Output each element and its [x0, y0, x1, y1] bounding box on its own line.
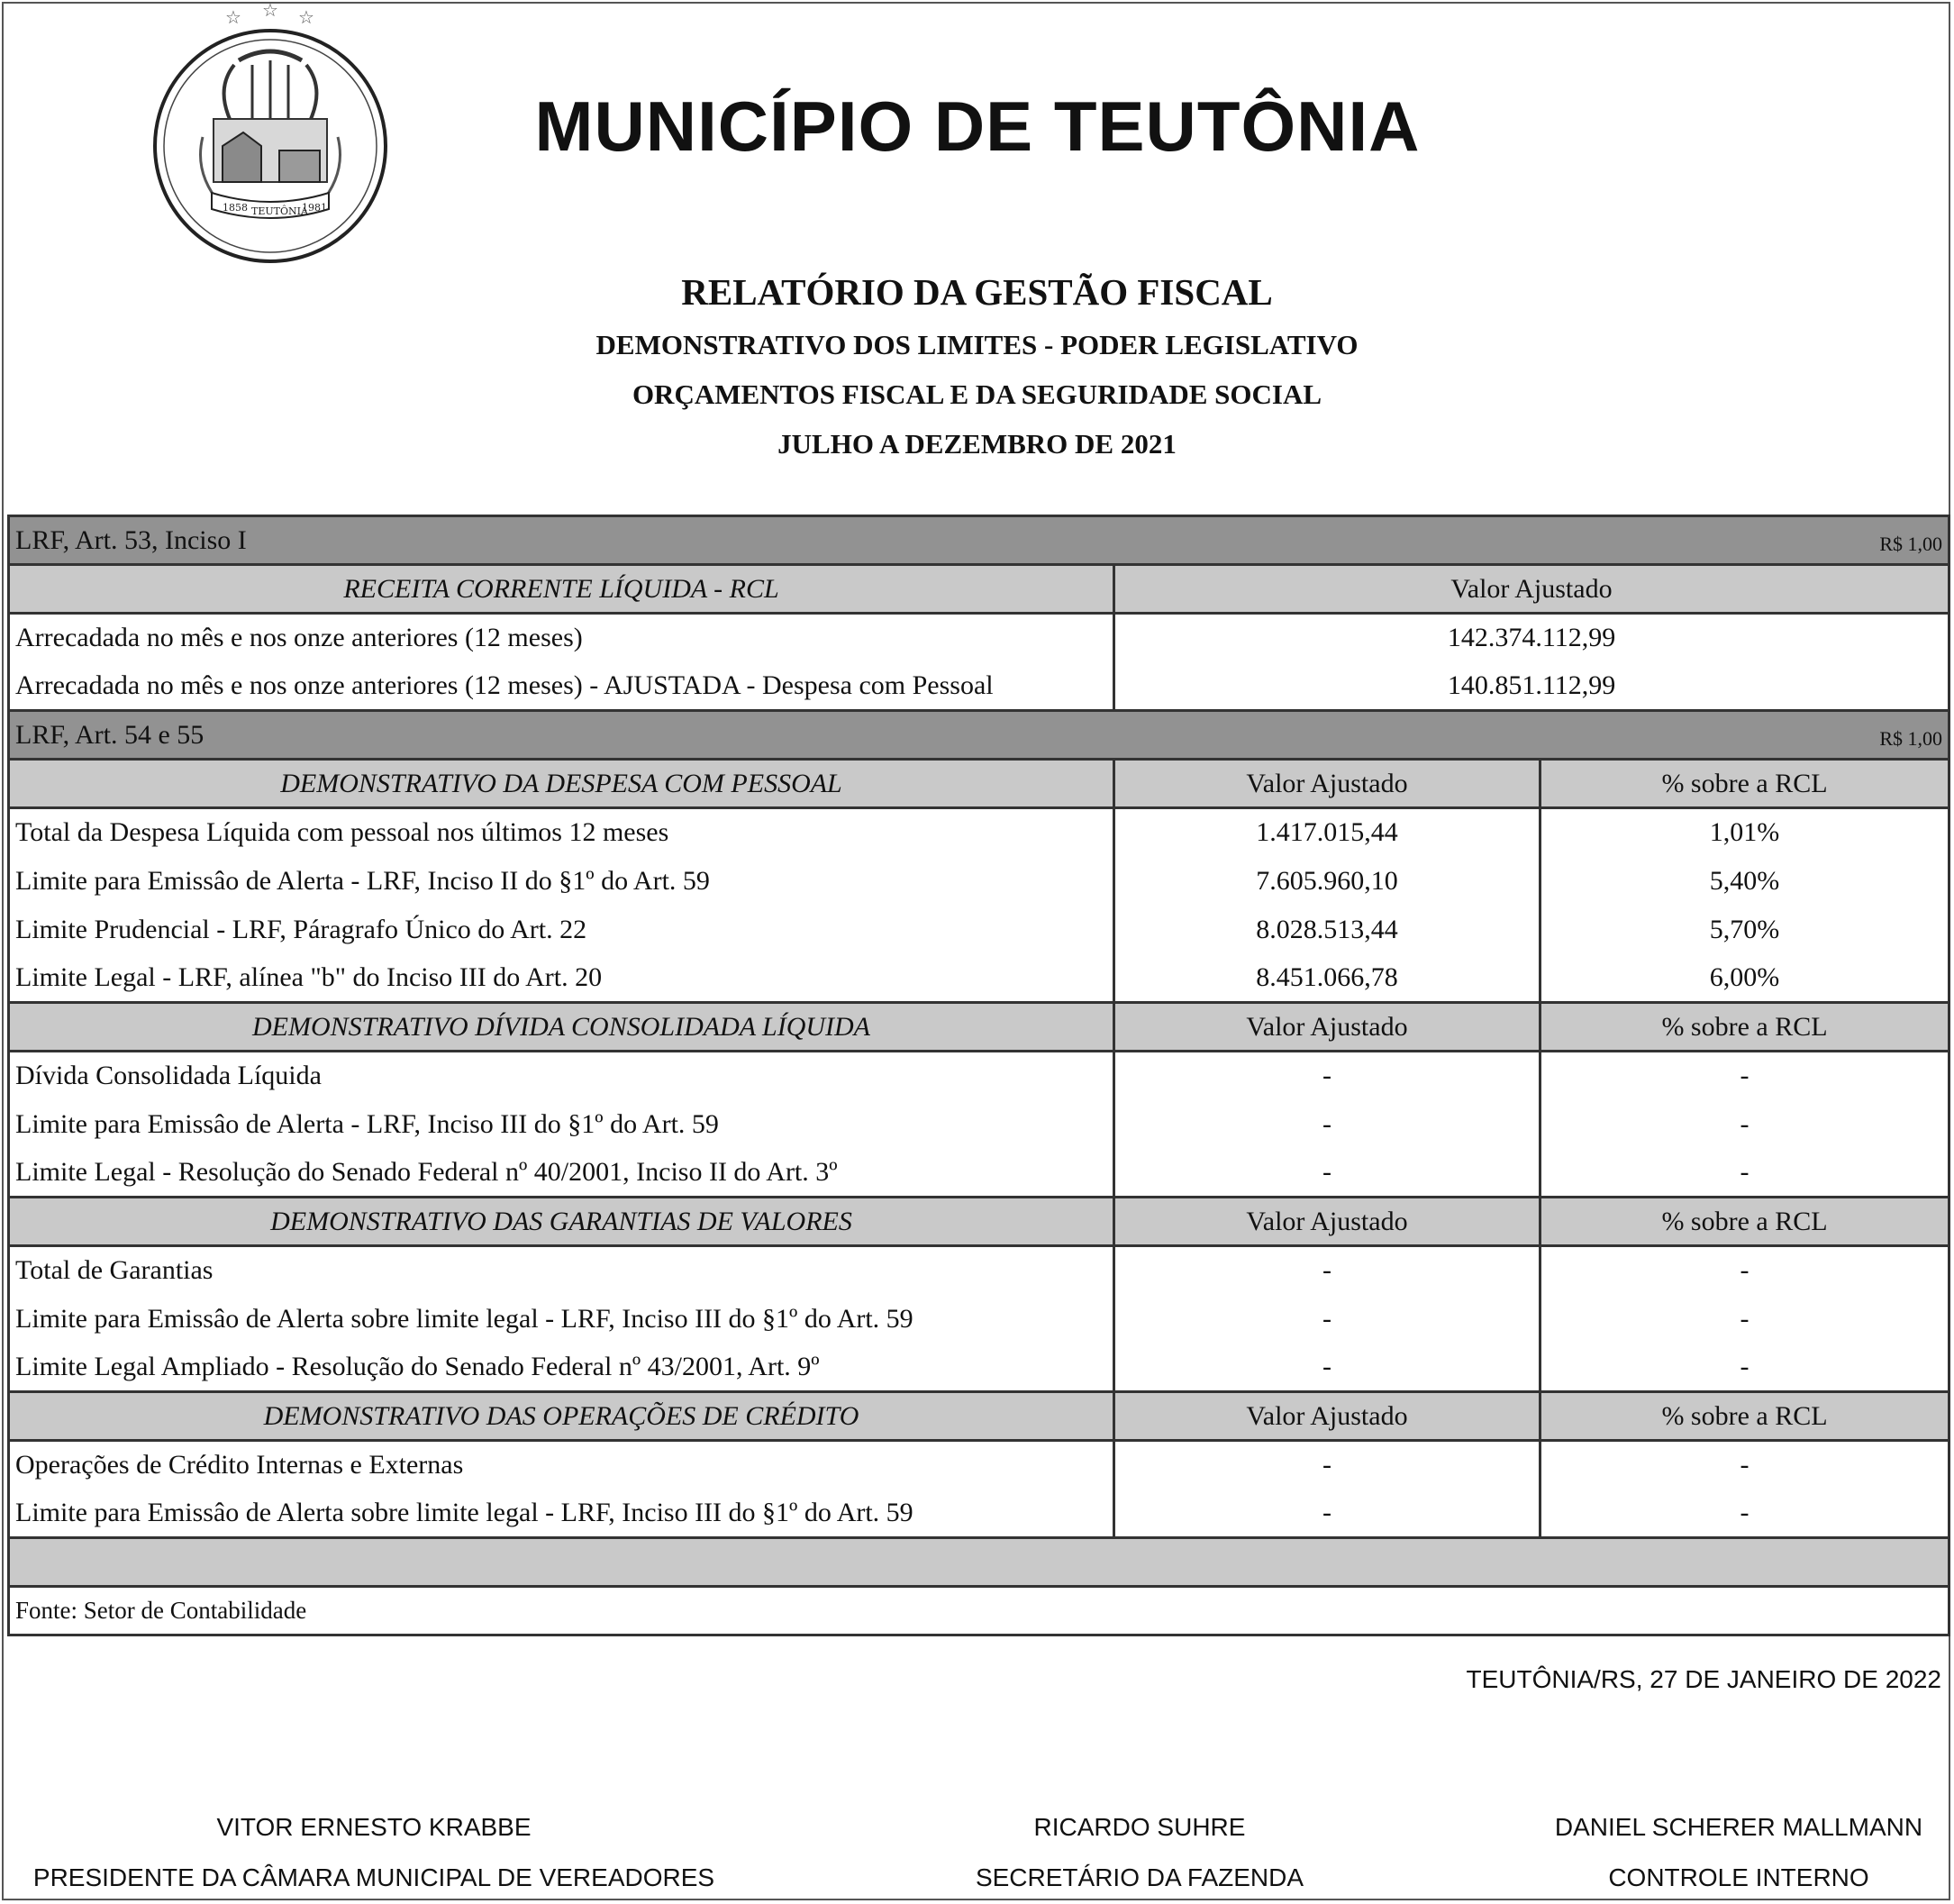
- header-row-divida: [9, 1003, 1949, 1052]
- table-row: [9, 1441, 1949, 1489]
- row-pct: 5,40%: [1540, 857, 1949, 906]
- table-row: [9, 1149, 1949, 1198]
- row-value: -: [1114, 1246, 1540, 1295]
- report-title: RELATÓRIO DA GESTÃO FISCAL: [681, 271, 1273, 313]
- column-header-value: Valor Ajustado: [1114, 1003, 1540, 1052]
- signatory-role: SECRETÁRIO DA FAZENDA: [975, 1863, 1304, 1891]
- row-label: Limite para Emissâo de Alerta sobre limite legal - LRF, Inciso III do §1º do Art. 59: [9, 1489, 1114, 1538]
- table-row: [9, 1489, 1949, 1538]
- table-row: [9, 954, 1949, 1003]
- column-header-pct: % sobre a RCL: [1540, 1392, 1949, 1441]
- section-header: DEMONSTRATIVO DAS OPERAÇÕES DE CRÉDITO: [9, 1392, 1114, 1441]
- row-pct: 1,01%: [1540, 808, 1949, 857]
- table-row: [9, 906, 1949, 954]
- row-pct: -: [1540, 1052, 1949, 1100]
- column-header-value: Valor Ajustado: [1114, 1392, 1540, 1441]
- signatory-name: VITOR ERNESTO KRABBE: [216, 1813, 532, 1841]
- source-note: Fonte: Setor de Contabilidade: [9, 1587, 1949, 1635]
- report-subtitle-budgets: ORÇAMENTOS FISCAL E DA SEGURIDADE SOCIAL: [632, 378, 1322, 410]
- row-label: Limite para Emissâo de Alerta - LRF, Inciso II do §1º do Art. 59: [9, 857, 1114, 906]
- row-value: -: [1114, 1052, 1540, 1100]
- row-value: -: [1114, 1344, 1540, 1392]
- row-pct: -: [1540, 1100, 1949, 1149]
- row-pct: -: [1540, 1149, 1949, 1198]
- table-row: [9, 808, 1949, 857]
- table-row: [9, 1344, 1949, 1392]
- column-header-pct: % sobre a RCL: [1540, 1003, 1949, 1052]
- column-header-pct: % sobre a RCL: [1540, 760, 1949, 808]
- column-header-value: Valor Ajustado: [1114, 565, 1949, 614]
- signatory-role: PRESIDENTE DA CÂMARA MUNICIPAL DE VEREADORES: [32, 1863, 715, 1891]
- header-row-credito: [9, 1392, 1949, 1441]
- fiscal-limits-table: [7, 515, 1950, 1636]
- row-value: 142.374.112,99: [1114, 614, 1949, 662]
- row-value: 140.851.112,99: [1114, 662, 1949, 711]
- row-label: Total da Despesa Líquida com pessoal nos últimos 12 meses: [9, 808, 1114, 857]
- svg-text:TEUTÔNIA: TEUTÔNIA: [251, 205, 308, 217]
- table-row: [9, 1295, 1949, 1344]
- band-pessoal: [9, 711, 1949, 760]
- municipal-seal-logo: [149, 2, 392, 263]
- column-header-value: Valor Ajustado: [1114, 1198, 1540, 1246]
- currency-unit: R$ 1,00: [1879, 726, 1943, 750]
- table-row: [9, 662, 1949, 711]
- signatory-name: RICARDO SUHRE: [1033, 1813, 1246, 1841]
- header-row-rcl: [9, 565, 1949, 614]
- svg-text:1981: 1981: [302, 202, 327, 214]
- svg-text:☆: ☆: [262, 2, 278, 21]
- section-header: DEMONSTRATIVO DA DESPESA COM PESSOAL: [9, 760, 1114, 808]
- band-rcl: [9, 516, 1949, 565]
- table-row: [9, 857, 1949, 906]
- row-value: 8.028.513,44: [1114, 906, 1540, 954]
- row-value: -: [1114, 1441, 1540, 1489]
- section-header: RECEITA CORRENTE LÍQUIDA - RCL: [9, 565, 1114, 614]
- section-header: DEMONSTRATIVO DAS GARANTIAS DE VALORES: [9, 1198, 1114, 1246]
- report-date: TEUTÔNIA/RS, 27 DE JANEIRO DE 2022: [1466, 1665, 1941, 1693]
- row-value: -: [1114, 1149, 1540, 1198]
- row-label: Total de Garantias: [9, 1246, 1114, 1295]
- row-pct: -: [1540, 1246, 1949, 1295]
- row-value: 8.451.066,78: [1114, 954, 1540, 1003]
- section-header: DEMONSTRATIVO DÍVIDA CONSOLIDADA LÍQUIDA: [9, 1003, 1114, 1052]
- report-period: JULHO A DEZEMBRO DE 2021: [777, 428, 1177, 460]
- table-row: [9, 614, 1949, 662]
- row-label: Arrecadada no mês e nos onze anteriores (12 meses) - AJUSTADA - Despesa com Pessoal: [9, 662, 1114, 711]
- signature-block-secretary: [946, 1802, 1333, 1903]
- source-row: [9, 1587, 1949, 1635]
- row-label: Operações de Crédito Internas e Externas: [9, 1441, 1114, 1489]
- header-row-garantias: [9, 1198, 1949, 1246]
- svg-text:1858: 1858: [223, 202, 248, 214]
- row-pct: -: [1540, 1295, 1949, 1344]
- row-label: Limite Prudencial - LRF, Páragrafo Único do Art. 22: [9, 906, 1114, 954]
- signatory-role: CONTROLE INTERNO: [1608, 1863, 1869, 1891]
- signatory-name: DANIEL SCHERER MALLMANN: [1554, 1813, 1923, 1841]
- row-label: Limite Legal - Resolução do Senado Federal nº 40/2001, Inciso II do Art. 3º: [9, 1149, 1114, 1198]
- row-label: Limite para Emissâo de Alerta - LRF, Inciso III do §1º do Art. 59: [9, 1100, 1114, 1149]
- signature-block-internal-control: [1531, 1802, 1946, 1903]
- currency-unit: R$ 1,00: [1879, 532, 1943, 555]
- table-row: [9, 1246, 1949, 1295]
- row-pct: -: [1540, 1489, 1949, 1538]
- row-pct: 6,00%: [1540, 954, 1949, 1003]
- svg-text:☆: ☆: [225, 8, 241, 28]
- row-value: 7.605.960,10: [1114, 857, 1540, 906]
- table-row: [9, 1100, 1949, 1149]
- svg-text:☆: ☆: [298, 8, 314, 28]
- column-header-pct: % sobre a RCL: [1540, 1198, 1949, 1246]
- signature-block-president: [9, 1802, 739, 1903]
- row-value: -: [1114, 1100, 1540, 1149]
- row-label: Dívida Consolidada Líquida: [9, 1052, 1114, 1100]
- row-pct: 5,70%: [1540, 906, 1949, 954]
- row-value: -: [1114, 1295, 1540, 1344]
- municipality-title: MUNICÍPIO DE TEUTÔNIA: [534, 87, 1421, 166]
- row-pct: -: [1540, 1441, 1949, 1489]
- header-row-pessoal: [9, 760, 1949, 808]
- table-row: [9, 1052, 1949, 1100]
- row-value: -: [1114, 1489, 1540, 1538]
- report-subtitle-limits: DEMONSTRATIVO DOS LIMITES - PODER LEGISLATIVO: [595, 329, 1359, 360]
- row-label: Limite para Emissâo de Alerta sobre limite legal - LRF, Inciso III do §1º do Art. 59: [9, 1295, 1114, 1344]
- row-label: Limite Legal - LRF, alínea "b" do Inciso III do Art. 20: [9, 954, 1114, 1003]
- row-label: Arrecadada no mês e nos onze anteriores (12 meses): [9, 614, 1114, 662]
- band-label: LRF, Art. 54 e 55: [15, 719, 204, 750]
- row-pct: -: [1540, 1344, 1949, 1392]
- band-label: LRF, Art. 53, Inciso I: [15, 524, 247, 555]
- row-label: Limite Legal Ampliado - Resolução do Senado Federal nº 43/2001, Art. 9º: [9, 1344, 1114, 1392]
- column-header-value: Valor Ajustado: [1114, 760, 1540, 808]
- row-value: 1.417.015,44: [1114, 808, 1540, 857]
- empty-band-row: [9, 1538, 1949, 1587]
